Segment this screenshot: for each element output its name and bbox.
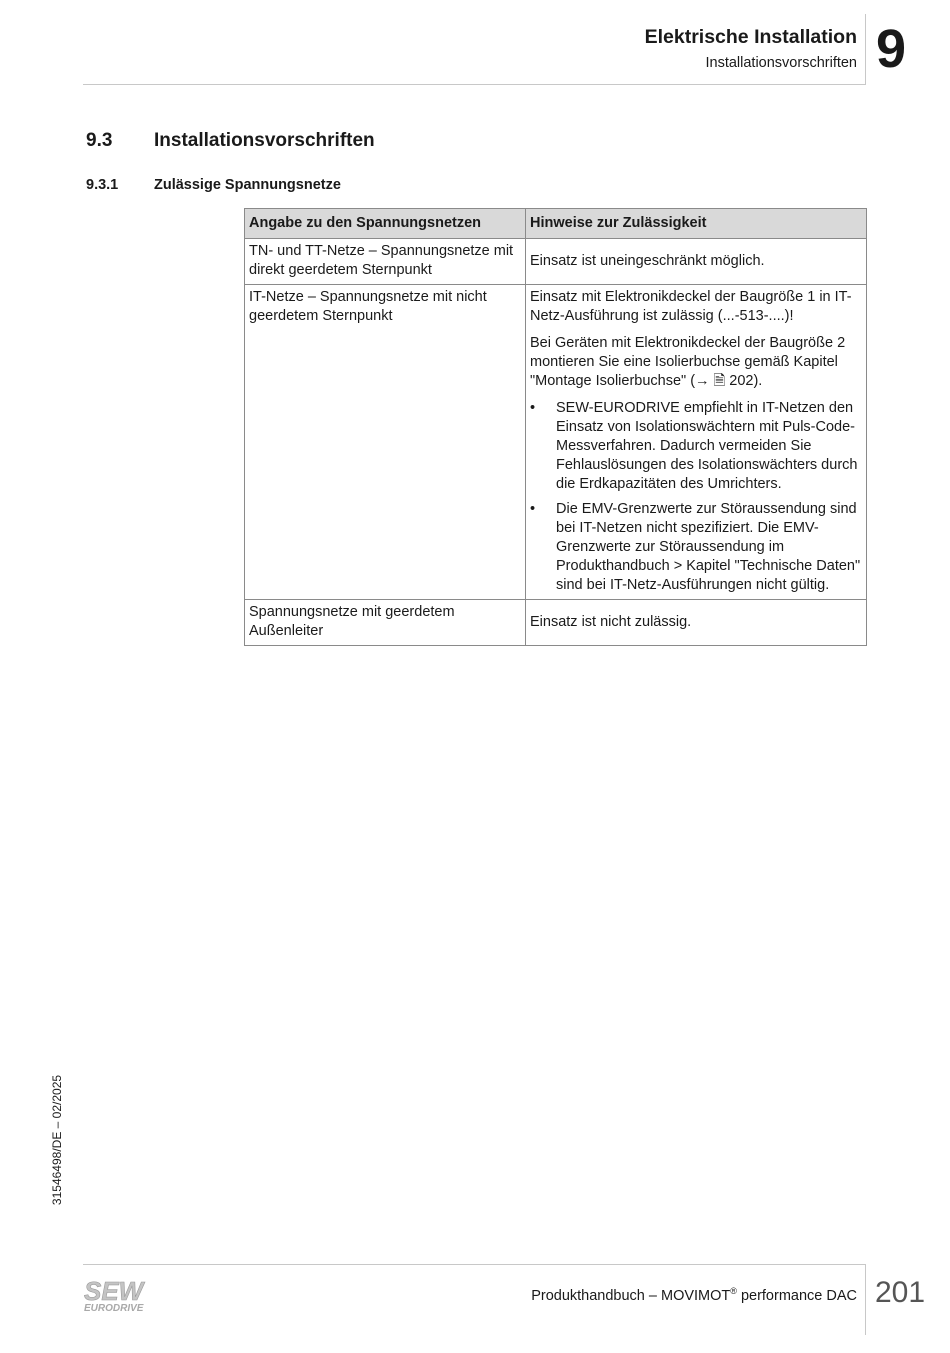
footer-divider xyxy=(83,1264,866,1265)
table-header-row xyxy=(245,209,867,239)
table-row xyxy=(245,239,867,285)
document-code: 31546498/DE – 02/2025 xyxy=(50,1074,64,1206)
header-vertical-divider xyxy=(865,14,866,84)
header-divider xyxy=(83,84,866,85)
subsection-number: 9.3.1 xyxy=(86,177,119,193)
table-cell-note: Einsatz ist uneingeschränkt möglich. xyxy=(526,239,867,285)
note-paragraph: Bei Geräten mit Elektronikdeckel der Baugröße 2 montieren Sie eine Isolierbuchse gemäß Kapitel "Montage Isolierbuchse" (→ 🗎 202). xyxy=(530,335,846,389)
subsection-heading: Zulässige Spannungsnetze xyxy=(154,177,341,193)
sew-eurodrive-logo xyxy=(83,1278,153,1314)
table-cell-network: IT-Netze – Spannungsnetze mit nicht geerdetem Sternpunkt xyxy=(245,285,526,600)
list-item-text: Die EMV-Grenzwerte zur Störaussendung sind bei IT-Netzen nicht spezifiziert. Die EMV-Grenzwerte zur Störaussendung im Produkthandbuch > Kapitel "Technische Daten" sind bei IT-Netz-Ausführungen nicht gültig. xyxy=(556,501,861,593)
table-row xyxy=(245,285,867,600)
footer-title: Produkthandbuch – MOVIMOT® performance DAC xyxy=(531,1286,857,1304)
voltage-networks-table xyxy=(244,208,867,646)
list-item xyxy=(530,399,862,494)
bullet-icon: • xyxy=(530,400,536,416)
logo-text-bottom: EURODRIVE xyxy=(84,1303,144,1314)
table-row xyxy=(245,600,867,646)
chapter-title: Elektrische Installation xyxy=(644,26,857,48)
note-paragraph: Einsatz mit Elektronikdeckel der Baugröße 1 in IT-Netz-Ausführung ist zulässig (...-513-....)! xyxy=(530,289,852,324)
table-cell-note: Einsatz ist nicht zulässig. xyxy=(526,600,867,646)
table-cell-network: Spannungsnetze mit geerdetem Außenleiter xyxy=(245,600,526,646)
section-running-title: Installationsvorschriften xyxy=(705,55,857,71)
bullet-icon: • xyxy=(530,501,536,517)
section-number: 9.3 xyxy=(86,130,113,151)
table-cell-note xyxy=(526,285,867,600)
table-cell-network: TN- und TT-Netze – Spannungsnetze mit direkt geerdetem Sternpunkt xyxy=(245,239,526,285)
logo-text-top: SEW xyxy=(84,1278,144,1306)
table-header-cell: Angabe zu den Spannungsnetzen xyxy=(245,209,526,239)
footer-vertical-divider xyxy=(865,1265,866,1335)
list-item-text: SEW-EURODRIVE empfiehlt in IT-Netzen den Einsatz von Isolationswächtern mit Puls-Code-Messverfahren. Dadurch vermeiden Sie Fehlauslösungen des Isolationswächters durch die Erdkapazitäten des Umrichters. xyxy=(556,400,858,492)
section-heading: Installationsvorschriften xyxy=(154,130,375,151)
chapter-number: 9 xyxy=(876,19,907,79)
table-header-cell: Hinweise zur Zulässigkeit xyxy=(526,209,867,239)
list-item xyxy=(530,500,862,595)
page-number: 201 xyxy=(875,1276,926,1309)
